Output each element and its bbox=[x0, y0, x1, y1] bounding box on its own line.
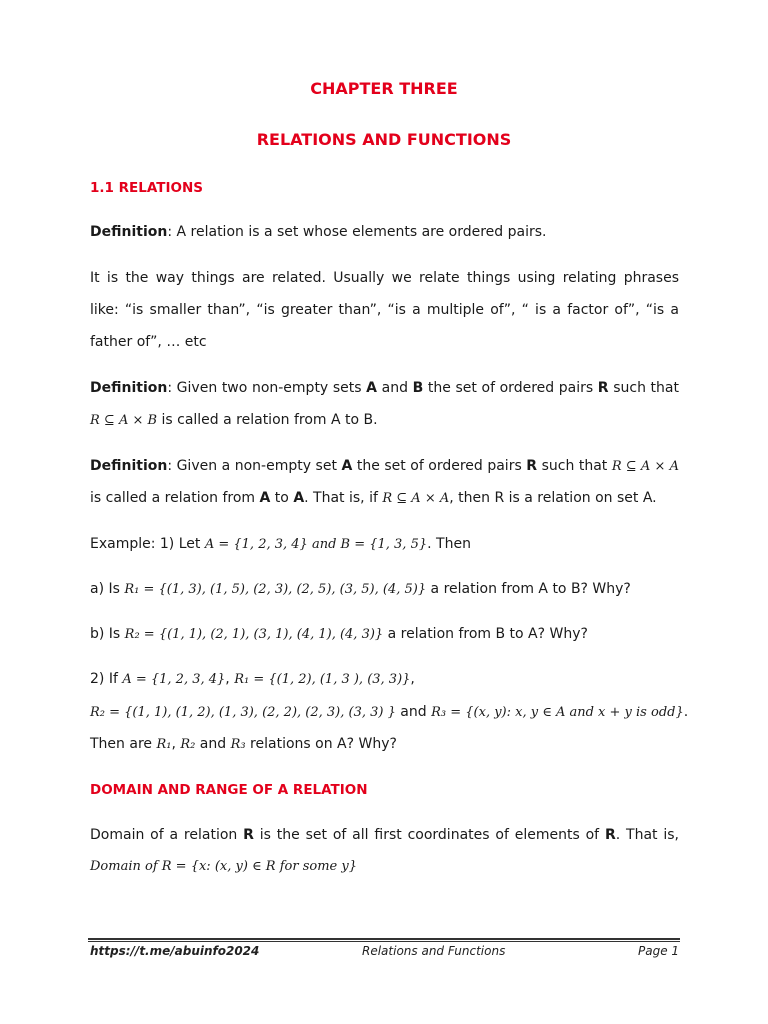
paragraph-line-2: like: “is smaller than”, “is greater than”, “is a multiple of”, “ is a factor of”, “is a bbox=[90, 302, 679, 318]
math-expression: R₂ = {(1, 1), (1, 2), (1, 3), (2, 2), (2, 3), (3, 3) } bbox=[90, 705, 396, 720]
domain-definition: Domain of a relation R is the set of all first coordinates of elements of R. That is, bbox=[90, 827, 679, 843]
math-expression: R₁ = {(1, 3), (1, 5), (2, 3), (2, 5), (3, 5), (4, 5)} bbox=[124, 582, 427, 597]
paragraph-line-1: It is the way things are related. Usually we relate things using relating phrases bbox=[90, 270, 679, 286]
math-expression: A = {1, 2, 3, 4} and B = {1, 3, 5} bbox=[204, 537, 428, 552]
chapter-title: RELATIONS AND FUNCTIONS bbox=[256, 130, 512, 149]
math-expression: Domain of R = {x: (x, y) ∈ R for some y} bbox=[90, 859, 357, 874]
question-2-line-1: 2) If A = {1, 2, 3, 4}, R₁ = {(1, 2), (1, 3 ), (3, 3)}, bbox=[90, 671, 415, 687]
math-expression: R ⊆ A × B bbox=[90, 413, 158, 428]
footer-page-number: Page 1 bbox=[638, 944, 680, 958]
footer-title: Relations and Functions bbox=[362, 944, 506, 958]
definition-relation: Definition: A relation is a set whose elements are ordered pairs. bbox=[90, 224, 547, 240]
chapter-label: CHAPTER THREE bbox=[310, 79, 458, 98]
footer-rule bbox=[88, 938, 680, 940]
math-expression: R₂ = {(1, 1), (2, 1), (3, 1), (4, 1), (4, 3)} bbox=[124, 627, 384, 642]
math-expression: R ⊆ A × A bbox=[382, 491, 450, 506]
definition-relation-on-a-cont: is called a relation from A to A. That is, if R ⊆ A × A, then R is a relation on set A. bbox=[90, 490, 657, 506]
domain-formula bbox=[90, 858, 357, 874]
section-heading-relations: 1.1 RELATIONS bbox=[90, 180, 203, 196]
question-2-line-2: R₂ = {(1, 1), (1, 2), (1, 3), (2, 2), (2, 3), (3, 3) } and R₃ = {(x, y): x, y ∈ A and x + y is odd}. bbox=[90, 704, 689, 720]
definition-label: Definition bbox=[90, 224, 168, 240]
math-expression: A = {1, 2, 3, 4} bbox=[122, 672, 226, 687]
definition-relation-a-to-b: Definition: Given two non-empty sets A and B the set of ordered pairs R such that bbox=[90, 380, 679, 396]
math-expression: R₁ = {(1, 2), (1, 3 ), (3, 3)} bbox=[234, 672, 411, 687]
math-expression: R₃ = {(x, y): x, y ∈ A and x + y is odd} bbox=[431, 705, 684, 720]
example-intro: Example: 1) Let A = {1, 2, 3, 4} and B = {1, 3, 5}. Then bbox=[90, 536, 471, 552]
question-b: b) Is R₂ = {(1, 1), (2, 1), (3, 1), (4, 1), (4, 3)} a relation from B to A? Why? bbox=[90, 626, 588, 642]
math-expression: R ⊆ A × A bbox=[611, 459, 679, 474]
footer-link[interactable]: https://t.me/abuinfo2024 bbox=[90, 944, 260, 958]
question-2-line-3: Then are R₁, R₂ and R₃ relations on A? Why? bbox=[90, 736, 397, 752]
paragraph-line-3: father of”, … etc bbox=[90, 334, 207, 350]
section-heading-domain-range: DOMAIN AND RANGE OF A RELATION bbox=[90, 782, 368, 798]
question-a: a) Is R₁ = {(1, 3), (1, 5), (2, 3), (2, 5), (3, 5), (4, 5)} a relation from A to B? Why? bbox=[90, 581, 631, 597]
footer-rule-thin bbox=[88, 941, 680, 942]
definition-relation-a-to-b-cont: R ⊆ A × B is called a relation from A to B. bbox=[90, 412, 378, 428]
definition-relation-on-a: Definition: Given a non-empty set A the set of ordered pairs R such that R ⊆ A × A bbox=[90, 458, 679, 474]
